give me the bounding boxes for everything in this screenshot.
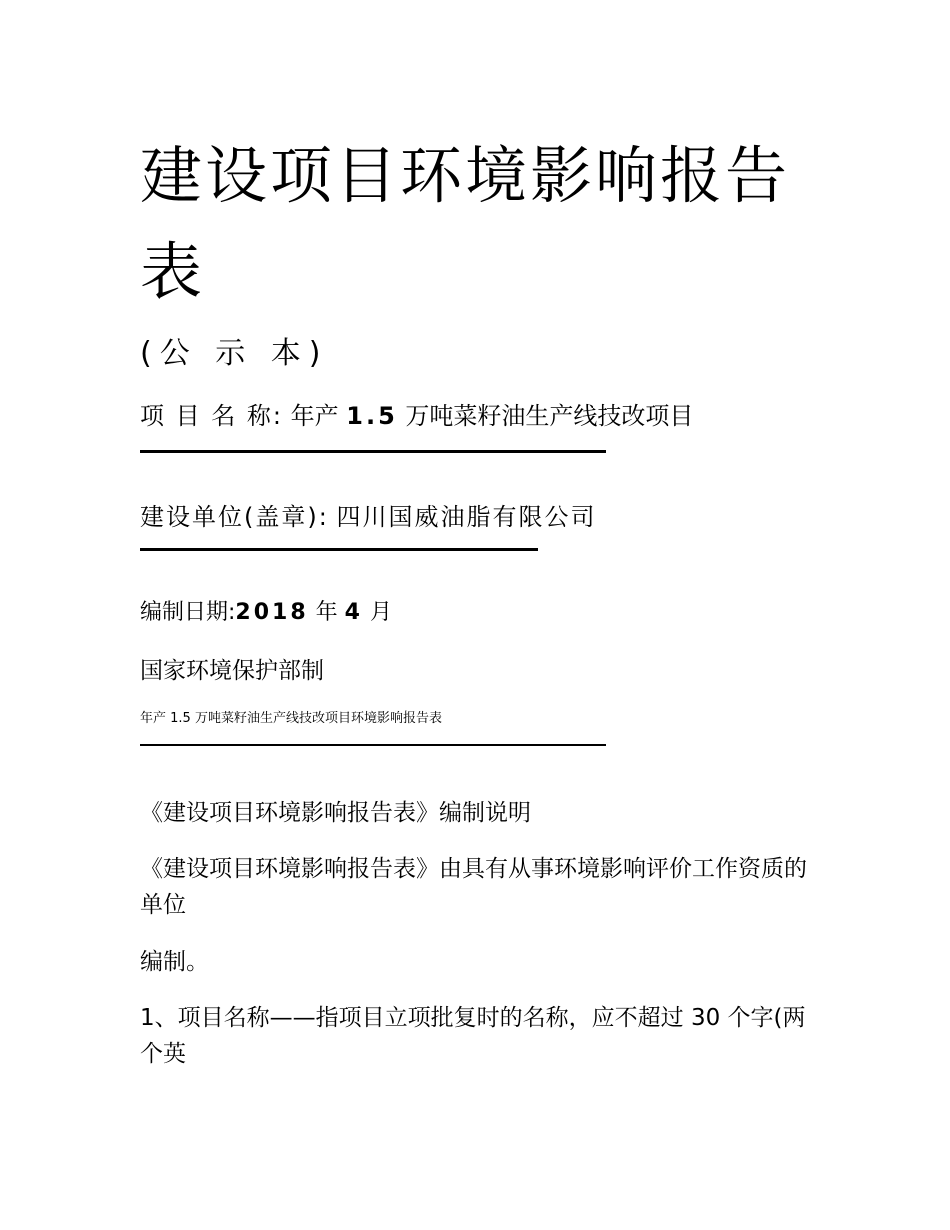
compile-date-month: 4 [344,600,363,625]
running-header-rule [140,744,606,746]
document-page [140,0,820,1230]
project-name-prefix: 年产 [290,402,339,430]
project-name-underline [140,450,606,453]
project-name-label: 项 目 名 称: [140,402,283,430]
notes-paragraph-3: 1、项目名称——指项目立项批复时的名称，应不超过 30 个字(两个英 [140,1005,806,1067]
construction-unit-value: 四川国威油脂有限公司 [336,503,597,531]
document-subtitle: (公 示 本) [140,336,329,371]
construction-unit-line [140,500,596,534]
compile-date-month-unit: 月 [369,600,392,625]
notes-heading: 《建设项目环境影响报告表》编制说明 [140,800,531,826]
compile-date-label: 编制日期: [140,600,236,625]
project-name-number: 1.5 [346,402,398,430]
notes-paragraph-2: 编制。 [140,949,209,975]
notes-paragraph-1: 《建设项目环境影响报告表》由具有从事环境影响评价工作资质的单位 [140,856,807,918]
project-name-line [140,399,693,433]
compile-date-line [140,596,392,630]
document-title: 建设项目环境影响报告表 [140,139,791,308]
construction-unit-underline [140,548,538,551]
compile-date-year: 2018 [235,600,309,625]
project-name-suffix: 万吨菜籽油生产线技改项目 [405,402,694,430]
construction-unit-label: 建设单位(盖章): [140,503,329,531]
compile-date-year-unit: 年 [315,600,338,625]
running-header: 年产 1.5 万吨菜籽油生产线技改项目环境影响报告表 [140,711,442,726]
issuer-line: 国家环境保护部制 [140,658,324,684]
